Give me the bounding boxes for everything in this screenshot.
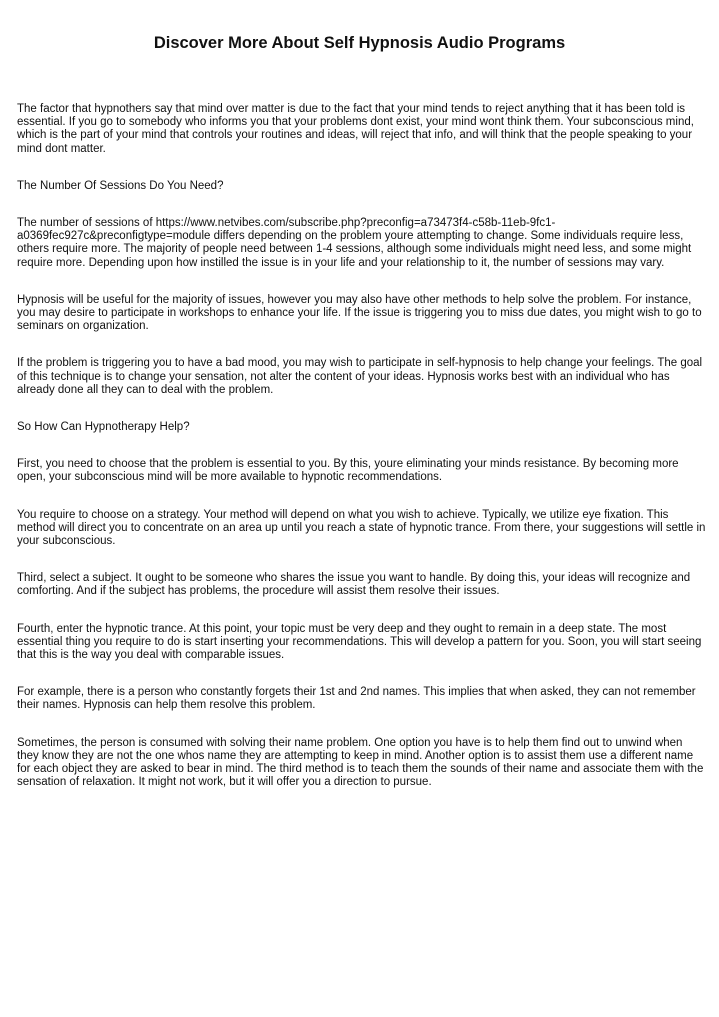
heading-how-hypnotherapy-helps: So How Can Hypnotherapy Help? xyxy=(17,421,190,434)
paragraph-intro: The factor that hypnothers say that mind over matter is due to the fact that your mind tends to reject anything that it has been told is essential. If you go to somebody who informs you that your problems dont exist, your mind wont think them. Your subconscious mind, which is the part of your mind that controls your routines and ideas, will reject that info, and will think that the people speaking to your mind dont matter. xyxy=(17,103,694,155)
paragraph-hypnosis-useful: Hypnosis will be useful for the majority of issues, however you may also have other methods to help solve the problem. For instance, you may desire to participate in workshops to enhance your life. If the issue is triggering you to miss due dates, you might wish to go to seminars on organization. xyxy=(17,293,702,333)
page-title: Discover More About Self Hypnosis Audio Programs xyxy=(153,34,566,52)
paragraph-fourth-step: Fourth, enter the hypnotic trance. At this point, your topic must be very deep and they ought to remain in a deep state. The most essential thing you require to do is start inserting your recommendations. This will develop a pattern for you. Soon, you will start seeing that this is the way you deal with comparable issues. xyxy=(17,622,702,662)
paragraph-bad-mood: If the problem is triggering you to have a bad mood, you may wish to participate in self-hypnosis to help change your feelings. The goal of this technique is to change your sensation, not alter the content of your ideas. Hypnosis works best with an individual who has already done all they can to deal with the problem. xyxy=(17,357,703,396)
paragraph-number-of-sessions: The number of sessions of https://www.netvibes.com/subscribe.php?preconfig=a73473f4-c58b-11eb-9fc1-a0369fec927c&preconfigtype=module differs depending on the problem youre attempting to change. Some individuals require less, others require more. The majority of people need between 1-4 sessions, although some individuals might need less, and some might require more. Depending upon how instilled the issue is in your life and your relationship to it, the number of sessions may vary. xyxy=(17,217,692,269)
document-body xyxy=(17,103,707,790)
paragraph-sometimes: Sometimes, the person is consumed with solving their name problem. One option you have is to help them find out to unwind when they know they are not the one whos name they are attempting to keep in mind. Another option is to assist them use a different name for each object they are asked to bear in mind. The third method is to teach them the sounds of their name and associate them with the sensation of relaxation. It might not work, but it will offer you a direction to pursue. xyxy=(17,736,704,789)
paragraph-first-step: First, you need to choose that the problem is essential to you. By this, youre eliminating your minds resistance. By becoming more open, your subconscious mind will be more available to hypnotic recommendations. xyxy=(17,458,679,484)
heading-number-of-sessions: The Number Of Sessions Do You Need? xyxy=(17,179,224,192)
paragraph-strategy: You require to choose on a strategy. Your method will depend on what you wish to achieve. Typically, we utilize eye fixation. This method will direct you to concentrate on an area up until you reach a state of hypnotic trance. From there, your suggestions will settle in your subconscious. xyxy=(17,508,706,548)
paragraph-example: For example, there is a person who constantly forgets their 1st and 2nd names. This implies that when asked, they can not remember their names. Hypnosis can help them resolve this problem. xyxy=(17,686,696,712)
paragraph-third-step: Third, select a subject. It ought to be someone who shares the issue you want to handle. By doing this, your ideas will recognize and comforting. And if the subject has problems, the procedure will assist them resolve their issues. xyxy=(17,572,691,598)
